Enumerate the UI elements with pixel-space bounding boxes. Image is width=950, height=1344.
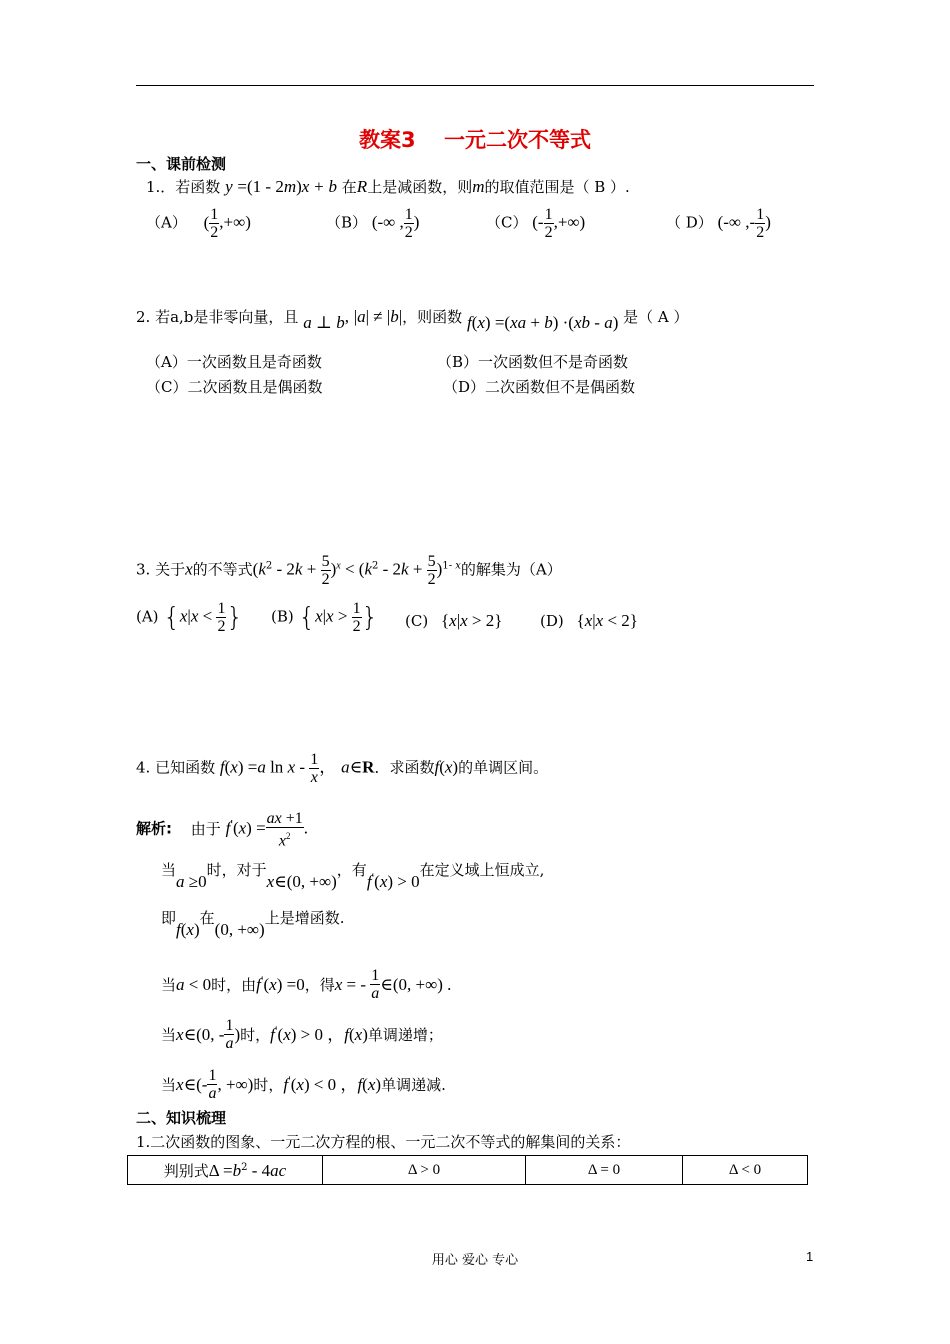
solution-line-2: 当a ≥0时，对于x∈(0, +∞)，有f′(x) > 0在定义域上恒成立, (161, 861, 545, 891)
q3-option-d: (D) {x|x < 2} (540, 611, 638, 630)
discriminant-table (127, 1155, 808, 1185)
q1-option-a: （A） ( $\frac{1}{2}$ ,+∞) (146, 206, 251, 241)
solution-line-4: 当a < 0时，由f′(x) =0，得x = - $\frac{1}{a}$ ∈(0, +∞) . (161, 967, 452, 1002)
table-cell-zero: Δ = 0 (526, 1156, 683, 1185)
table-row (128, 1156, 808, 1185)
q2-option-d: （D）二次函数但不是偶函数 (443, 378, 636, 396)
q3-option-a: (A) {x|x < $\frac{1}{2}$ } (136, 600, 244, 635)
question-1-stem: 1.．若函数 y =(1 - 2m)x + b 在R上是减函数，则m的取值范围是（ B ）. (146, 177, 630, 196)
knowledge-item-1: 1.二次函数的图象、一元二次方程的根、一元二次不等式的解集间的关系： (136, 1133, 631, 1151)
question-2-stem: 2. 若a,b是非零向量，且 a ⊥ b, |a| ≠ |b|，则函数 f(x) =(xa + b) ·(xb - a) 是（ A ） (136, 307, 689, 332)
solution-line-3: 即f(x)在(0, +∞)上是增函数. (161, 909, 345, 939)
page-number: 1 (806, 1249, 814, 1264)
q2-option-c: （C）二次函数且是偶函数 (146, 378, 323, 396)
question-4-stem: 4. 已知函数 f(x) =a ln x - $\frac{1}{x}$ ， a∈R．求函数f(x)的单调区间。 (136, 751, 549, 786)
q1-option-d: （ D） (-∞ ,- $\frac{1}{2}$ ) (666, 206, 771, 241)
section-heading-knowledge: 二、知识梳理 (136, 1109, 227, 1127)
q1-option-c: （C） (- $\frac{1}{2}$ ,+∞) (486, 206, 586, 241)
q1-function-expr: y (225, 177, 233, 196)
question-3-stem: 3. 关于x的不等式($k^2 - 2k$ + $\frac{5}{2}$ )$^x < (k^2 - 2k$ + $\frac{5}{2}$ )$^{1- x}$的解集为（A） (136, 553, 562, 588)
page-footer: 用心 爱心 专心 (431, 1253, 519, 1268)
solution-line-1: 解析: 由于 f′(x) = $\frac{ax +1}{x^2}$ . (136, 810, 309, 850)
table-cell-negative: Δ < 0 (683, 1156, 808, 1185)
q3-option-c: (C) {x|x > 2} (405, 611, 503, 630)
header-rule (136, 85, 814, 86)
q1-option-b: （B） (-∞ , $\frac{1}{2}$ ) (326, 206, 420, 241)
table-cell-discriminant: 判别式$\Delta =b^2 - 4ac$ (128, 1156, 323, 1185)
page-title: 教案3 一元二次不等式 (359, 128, 591, 152)
solution-line-6: 当x∈(- $\frac{1}{a}$ , +∞)时，f′(x) < 0 ，f(x)单调递减. (161, 1067, 446, 1102)
section-heading-pre-check: 一、课前检测 (136, 155, 227, 173)
solution-line-5: 当x∈(0, - $\frac{1}{a}$ )时，f′(x) > 0 ，f(x)单调递增； (161, 1017, 443, 1052)
table-cell-positive: Δ > 0 (323, 1156, 526, 1185)
q3-option-b: (B) {x|x > $\frac{1}{2}$ } (271, 600, 379, 635)
q2-option-b: （B）一次函数但不是奇函数 (437, 353, 629, 371)
q2-option-a: （A）一次函数且是奇函数 (146, 353, 322, 371)
